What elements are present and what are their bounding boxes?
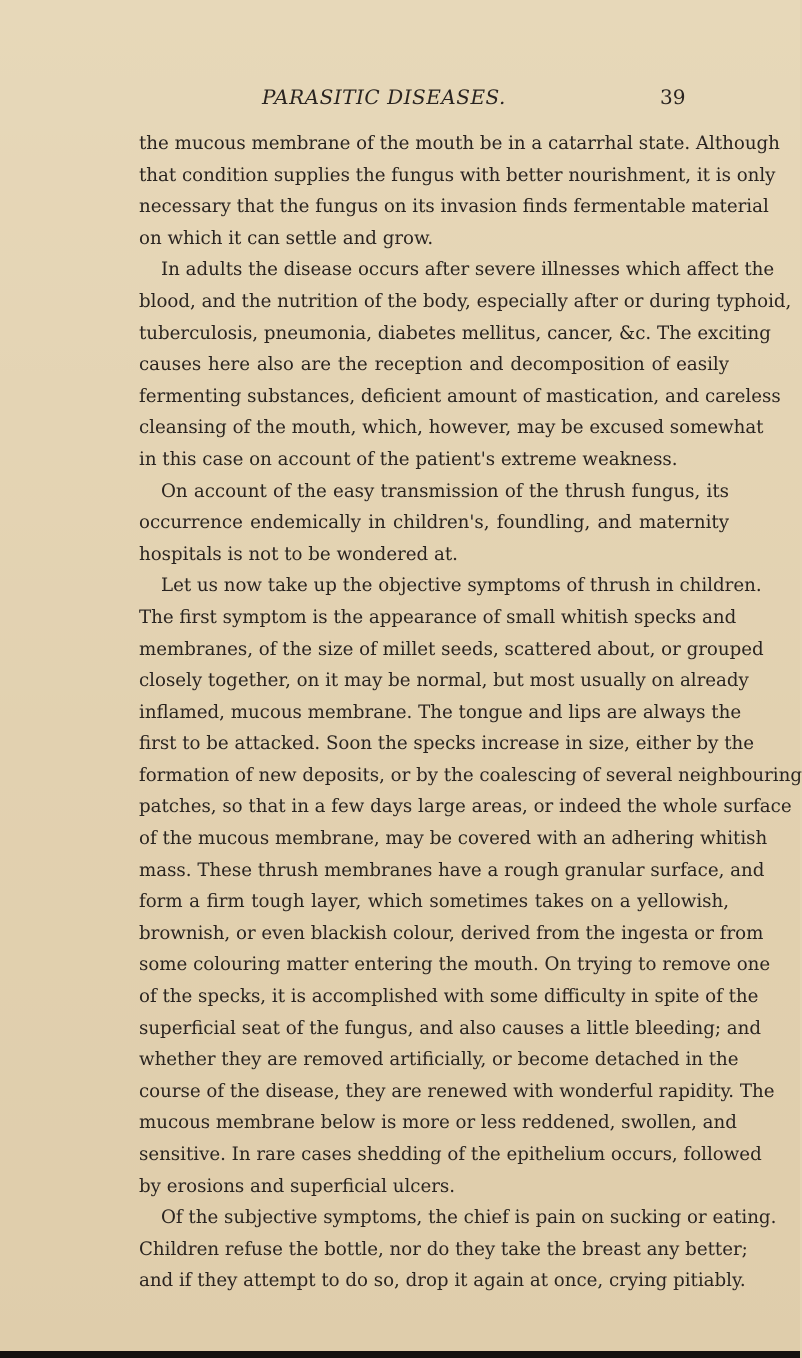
text-line: mass. These thrush membranes have a rough granular surface, and (139, 859, 765, 881)
text-line: of the mucous membrane, may be covered with an adhering whitish (139, 828, 768, 850)
text-line: formation of new deposits, or by the coalescing of several neighbouring (139, 764, 802, 786)
text-line: fermenting substances, deficient amount of mastication, and careless (139, 385, 781, 407)
text-line: tuberculosis, pneumonia, diabetes mellitus, cancer, &c. The exciting (139, 322, 771, 344)
text-line: necessary that the fungus on its invasion finds fermentable material (139, 196, 769, 218)
text-line: on which it can settle and grow. (139, 227, 434, 249)
text-line: Let us now take up the objective symptoms of thrush in children. (161, 575, 762, 597)
text-line: Children refuse the bottle, nor do they take the breast any better; (139, 1238, 748, 1260)
text-line: inflamed, mucous membrane. The tongue and lips are always the (139, 701, 742, 723)
text-line: of the specks, it is accomplished with some difficulty in spite of the (139, 986, 759, 1008)
body-text (139, 128, 802, 1297)
text-line: hospitals is not to be wondered at. (139, 543, 458, 565)
text-line: first to be attacked. Soon the specks increase in size, either by the (139, 733, 755, 755)
text-line: cleansing of the mouth, which, however, may be excused somewhat (139, 417, 764, 439)
page-bottom-edge (0, 1351, 800, 1358)
text-line: causes here also are the reception and decomposition of easily (139, 354, 729, 376)
text-line: superficial seat of the fungus, and also causes a little bleeding; and (139, 1017, 761, 1039)
text-line: in this case on account of the patient's extreme weakness. (139, 448, 678, 470)
page-number: 39 (660, 85, 686, 109)
text-line: Of the subjective symptoms, the chief is pain on sucking or eating. (161, 1207, 777, 1229)
text-line: brownish, or even blackish colour, derived from the ingesta or from (139, 922, 764, 944)
page-header (0, 85, 800, 113)
text-line: blood, and the nutrition of the body, especially after or during typhoid, (139, 290, 792, 312)
text-line: closely together, on it may be normal, but most usually on already (139, 670, 749, 692)
text-line: that condition supplies the fungus with better nourishment, it is only (139, 164, 776, 186)
text-line: some colouring matter entering the mouth. On trying to remove one (139, 954, 771, 976)
running-title: PARASITIC DISEASES. (262, 85, 506, 109)
text-line: The first symptom is the appearance of small whitish specks and (139, 606, 737, 628)
text-line: course of the disease, they are renewed with wonderful rapidity. The (139, 1080, 775, 1102)
text-line: occurrence endemically in children's, foundling, and maternity (139, 512, 729, 534)
text-line: whether they are removed artificially, or become detached in the (139, 1049, 739, 1071)
text-line: and if they attempt to do so, drop it again at once, crying pitiably. (139, 1270, 746, 1292)
text-line: On account of the easy transmission of the thrush fungus, its (161, 480, 729, 502)
text-line: patches, so that in a few days large areas, or indeed the whole surface (139, 796, 792, 818)
text-line: membranes, of the size of millet seeds, scattered about, or grouped (139, 638, 764, 660)
text-line: form a firm tough layer, which sometimes takes on a yellowish, (139, 891, 729, 913)
text-line: the mucous membrane of the mouth be in a catarrhal state. Although (139, 133, 780, 154)
text-line: by erosions and superficial ulcers. (139, 1175, 456, 1197)
text-line: In adults the disease occurs after severe illnesses which affect the (161, 259, 775, 281)
text-line: sensitive. In rare cases shedding of the epithelium occurs, followed (139, 1144, 762, 1165)
text-line: mucous membrane below is more or less reddened, swollen, and (139, 1112, 737, 1134)
